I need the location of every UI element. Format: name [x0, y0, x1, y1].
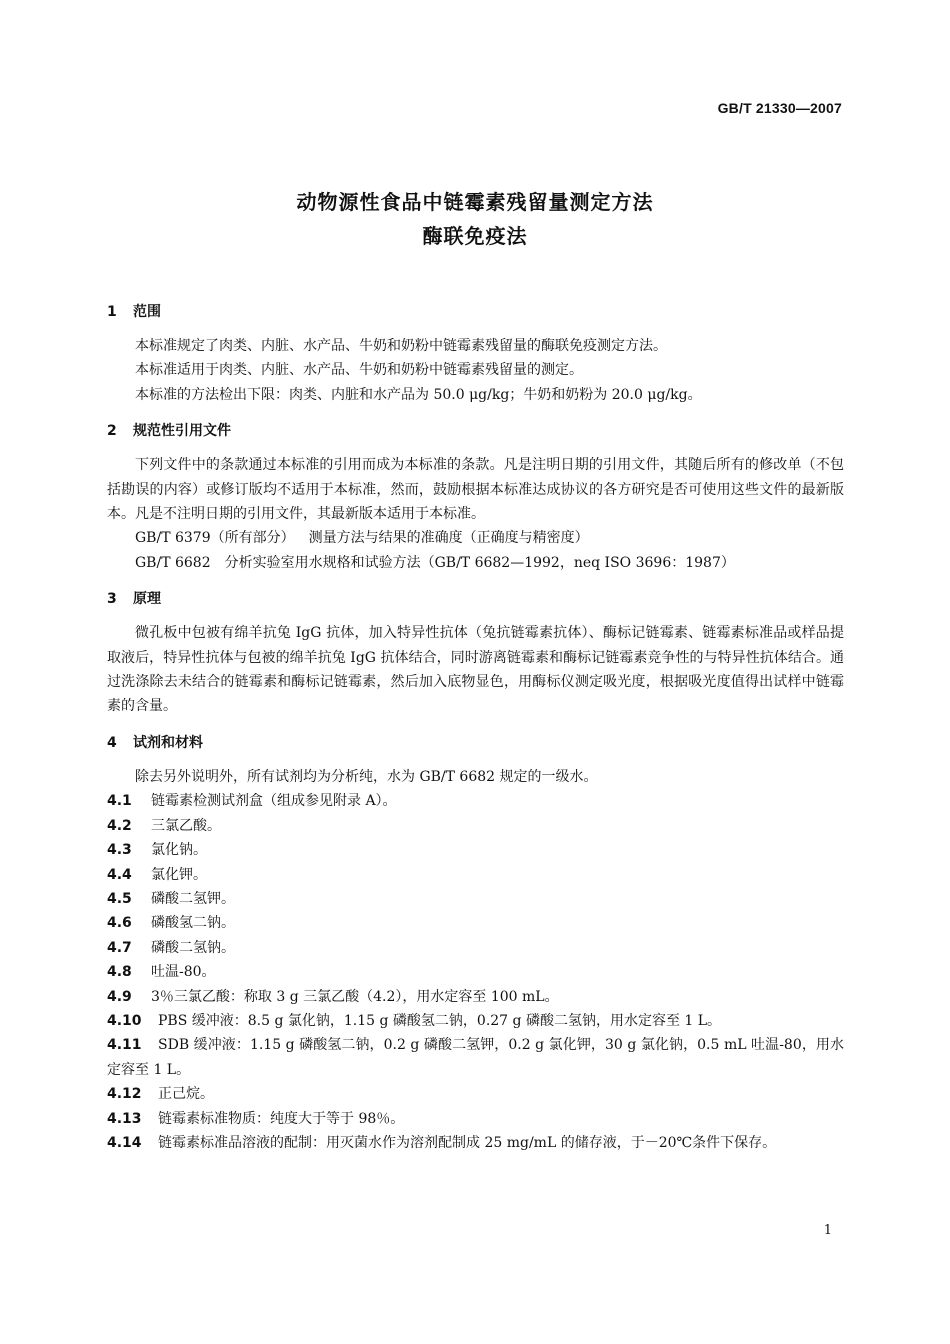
reagent-item	[107, 1009, 844, 1033]
section-number: 3	[107, 591, 117, 608]
document-body	[107, 300, 844, 1155]
page-number: 1	[823, 1223, 832, 1238]
section-scope-body	[107, 334, 844, 407]
section-number: 1	[107, 304, 117, 320]
paragraph: 本标准的方法检出下限：肉类、内脏和水产品为 50.0 μg/kg；牛奶和奶粉为 20.0 μg/kg。	[135, 386, 702, 403]
reagent-item-text: 磷酸氢二钠。	[151, 915, 235, 932]
section-number: 4	[107, 734, 117, 751]
reagent-item-text: 氯化钠。	[151, 842, 207, 859]
reagent-item	[107, 814, 844, 838]
reagent-item	[107, 1033, 844, 1082]
reference-title: 测量方法与结果的准确度（正确度与精密度）	[308, 530, 589, 547]
reagent-item	[107, 789, 844, 813]
reagent-item	[107, 1107, 844, 1131]
reagent-item-text: 磷酸二氢钾。	[151, 890, 235, 907]
section-references-body	[107, 453, 844, 575]
reagent-item	[107, 1082, 844, 1106]
section-reagents-body	[107, 765, 844, 1156]
reagent-item-text: 三氯乙酸。	[151, 817, 221, 834]
reagent-item-number: 4.2	[107, 817, 132, 834]
reference-code: GB/T 6682	[135, 554, 211, 571]
section-title: 试剂和材料	[133, 734, 203, 751]
reference-item	[107, 551, 844, 575]
reagent-item-number: 4.10	[107, 1012, 142, 1029]
document-title: 动物源性食品中链霉素残留量测定方法	[296, 190, 654, 214]
paragraph: 除去另外说明外，所有试剂均为分析纯，水为 GB/T 6682 规定的一级水。	[135, 768, 598, 785]
reagent-item	[107, 838, 844, 862]
reagent-item-number: 4.14	[107, 1134, 142, 1151]
reagent-item	[107, 985, 844, 1009]
reagent-item-text: 链霉素检测试剂盒（组成参见附录 A）。	[151, 793, 397, 810]
reagent-item-number: 4.12	[107, 1086, 142, 1103]
section-heading-principle	[107, 587, 844, 611]
reagent-item	[107, 911, 844, 935]
section-principle-body	[107, 621, 844, 719]
reagent-item-text: SDB 缓冲液：1.15 g 磷酸氢二钠，0.2 g 磷酸二氢钾，0.2 g 氯化钾，30 g 氯化钠，0.5 mL 吐温-80，用水定容至 1 L。	[107, 1037, 844, 1078]
section-number: 2	[107, 423, 117, 440]
reagent-item-number: 4.7	[107, 939, 132, 956]
section-heading-reagents	[107, 731, 844, 755]
standard-code: GB/T 21330—2007	[717, 100, 842, 116]
reagent-item-number: 4.5	[107, 890, 132, 907]
reagent-item-text: 氯化钾。	[151, 866, 207, 883]
reagent-item-number: 4.3	[107, 842, 132, 859]
reagent-item-number: 4.8	[107, 964, 132, 981]
reagent-item-text: 正己烷。	[158, 1086, 214, 1103]
section-title: 范围	[133, 304, 161, 320]
section-title: 规范性引用文件	[133, 423, 231, 440]
paragraph: 本标准适用于肉类、内脏、水产品、牛奶和奶粉中链霉素残留量的测定。	[135, 362, 583, 379]
section-heading-normative-references	[107, 419, 844, 443]
reagent-item-number: 4.9	[107, 988, 132, 1005]
reagent-item-number: 4.1	[107, 793, 132, 810]
reagent-item-text: 磷酸二氢钠。	[151, 939, 235, 956]
reagent-item-text: PBS 缓冲液：8.5 g 氯化钠，1.15 g 磷酸氢二钠，0.27 g 磷酸二氢钠，用水定容至 1 L。	[158, 1012, 722, 1029]
reagent-item	[107, 936, 844, 960]
document-subtitle: 酶联免疫法	[422, 224, 528, 248]
reagent-item	[107, 863, 844, 887]
reagent-item-number: 4.6	[107, 915, 132, 932]
reference-code: GB/T 6379（所有部分）	[135, 530, 295, 547]
paragraph: 微孔板中包被有绵羊抗兔 IgG 抗体，加入特异性抗体（兔抗链霉素抗体）、酶标记链霉素、链霉素标准品或样品提取液后，特异性抗体与包被的绵羊抗兔 IgG 抗体结合，同时游离链霉素和酶标记链霉素竞争性的与特异性抗体结合。通过洗涤除去未结合的链霉素和酶标记链霉素，然后加入底物显色，用酶标仪测定吸光度，根据吸光度值得出试样中链霉素的含量。	[107, 625, 844, 715]
reagent-item-text: 吐温-80。	[151, 964, 216, 981]
section-title: 原理	[133, 591, 161, 608]
paragraph: 本标准规定了肉类、内脏、水产品、牛奶和奶粉中链霉素残留量的酶联免疫测定方法。	[135, 338, 667, 354]
reagent-item-number: 4.4	[107, 866, 132, 883]
reference-title: 分析实验室用水规格和试验方法（GB/T 6682—1992，neq ISO 3696：1987）	[224, 554, 735, 571]
reagent-item	[107, 960, 844, 984]
section-heading-scope	[107, 300, 844, 324]
reagent-item-text: 3％三氯乙酸：称取 3 g 三氯乙酸（4.2），用水定容至 100 mL。	[151, 988, 559, 1005]
reagent-item-text: 链霉素标准品溶液的配制：用灭菌水作为溶剂配制成 25 mg/mL 的储存液，于－20℃条件下保存。	[158, 1134, 777, 1151]
reagent-item-text: 链霉素标准物质：纯度大于等于 98％。	[158, 1110, 405, 1127]
paragraph: 下列文件中的条款通过本标准的引用而成为本标准的条款。凡是注明日期的引用文件，其随后所有的修改单（不包括勘误的内容）或修订版均不适用于本标准，然而，鼓励根据本标准达成协议的各方研究是否可使用这些文件的最新版本。凡是不注明日期的引用文件，其最新版本适用于本标准。	[107, 457, 844, 523]
reagent-item-number: 4.11	[107, 1037, 142, 1054]
reagent-item	[107, 1131, 844, 1155]
reagent-list	[107, 789, 844, 1155]
reagent-item	[107, 887, 844, 911]
reagent-item-number: 4.13	[107, 1110, 142, 1127]
reference-item	[107, 526, 844, 550]
